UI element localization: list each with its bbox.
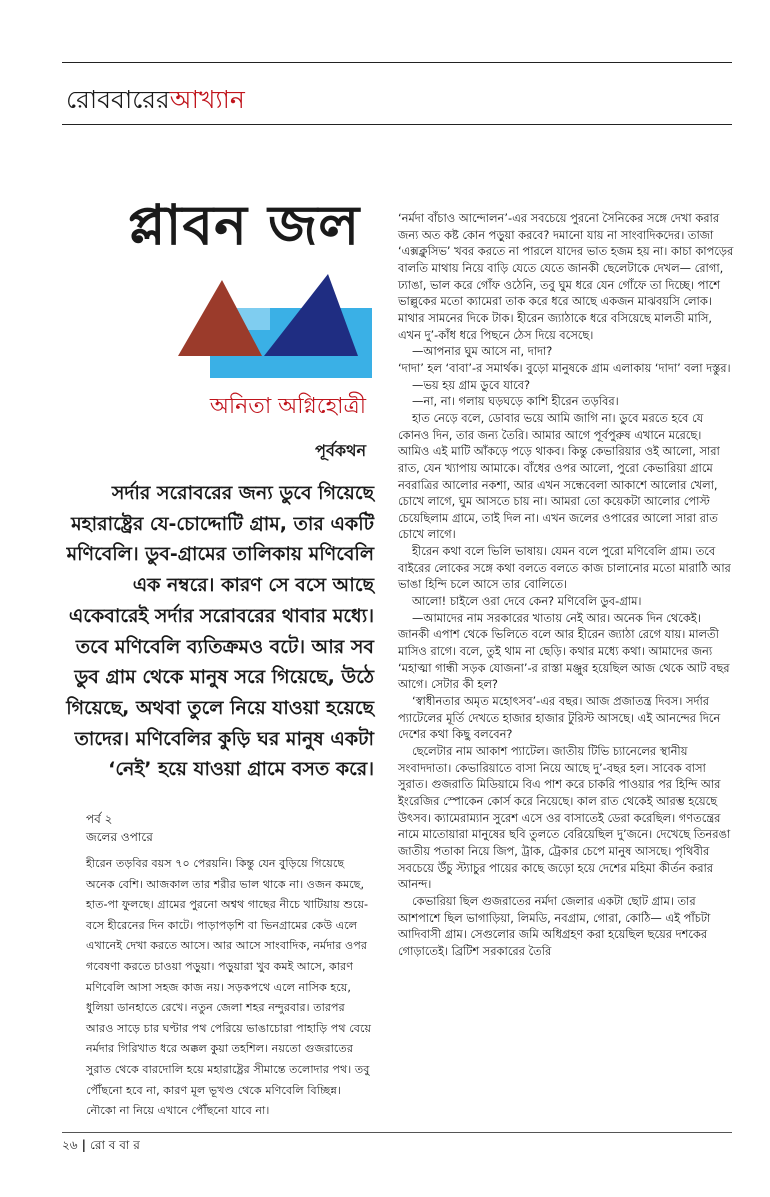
paragraph: ‘দাদা’ হল ‘বাবা’-র সমার্থক। বুড়ো মানুষকে গ্রাম এলাকায় ‘দাদা’ বলা দস্তুর। bbox=[398, 360, 731, 375]
lede-paragraph: সর্দার সরোবরের জন্য ডুবে গিয়েছে মহারাষ্ট্রের যে-চোদ্দোটি গ্রাম, তার একটি মণিবেলি। ডুব-গ্রামের তালিকায় মণিবেলি এক নম্বরে। কারণ সে বসে আছে একেবারেই সর্দার সরোবরের থাবার মধ্যে। তবে মণিবেলি ব্যতিক্রমও বটে। আর সব ডুব গ্রাম থেকে মানুষ সরে গিয়েছে, উঠে গিয়েছে, অথবা তুলে নিয়ে যাওয়া হয়েছে তাদের। মণিবেলির কুড়ি ঘর মানুষ একটা ‘নেই’ হয়ে যাওয়া গ্রামে বসত করে। bbox=[66, 482, 374, 781]
footer-separator: | bbox=[81, 1138, 86, 1152]
page-number: ২৬ bbox=[62, 1138, 78, 1152]
paragraph: ‘নর্মদা বাঁচাও আন্দোলন’-এর সবচেয়ে পুরনো সৈনিকের সঙ্গে দেখা করার জন্য অত কষ্ট কোন পড়ুয়া করবে? দমানো যায় না সাংবাদিকদের। তাজা ‘এক্সক্লুসিভ’ খবর করতে না পারলে যাদের ভাত হজম হয় না। কাচা কাপড়ের বালতি মাথায় নিয়ে বাড়ি যেতে যেতে জানকী ছেলেটাকে দেখল— রোগা, ঢ্যাঙা, ভাল করে গোঁফ ওঠেনি, তবু ঘুম ধরে যেন গোঁফে তা দিচ্ছে। পাশে ভাল্লুকের মতো ক্যামেরা তাক করে ধরে আছে একজন মাঝবয়সি লোক। মাথার সামনের দিকে টাক। হীরেন জ্যাঠাকে ধরে বসিয়েছে মালতী মাসি, এখন দু’-কাঁধ ধরে পিছনে ঠেস দিয়ে বসেছে। bbox=[398, 211, 734, 342]
part-label: পর্ব ২ bbox=[86, 812, 113, 826]
top-rule bbox=[62, 62, 732, 63]
part-heading bbox=[86, 810, 153, 846]
paragraph: আলো! চাইলে ওরা দেবে কেন? মণিবেলি ডুব-গ্রাম। bbox=[412, 594, 642, 609]
paragraph: —না, না। গলায় ঘড়ঘড়ে কাশি হীরেন তড়বির। bbox=[412, 394, 619, 409]
header-rule bbox=[62, 124, 732, 125]
paragraph: ‘স্বাধীনতার অমৃত মহোৎসব’-এর বছর। আজ প্রজাতন্ত্র দিবস। সর্দার প্যাটেলের মূর্তি দেখতে হাজার হাজার টুরিস্ট আসছে। এই আনন্দের দিনে দেশের কথা কিছু বলবেন? bbox=[398, 694, 721, 742]
paragraph: হীরেন তড়বির বয়স ৭০ পেরয়নি। কিন্তু যেন বুড়িয়ে গিয়েছে অনেক বেশি। আজকাল তার শরীর ভাল থাকে না। ওজন কমছে, হাত-পা ফুলছে। গ্রামের পুরনো অশ্বথ গাছের নীচে খাটিয়ায় শুয়ে-বসে হীরেনের দিন কাটে। পাড়াপড়শি বা ভিনগ্রামের কেউ এলে এখানেই দেখা করতে আসে। আর আসে সাংবাদিক, নর্মদার ওপর গবেষণা করতে চাওয়া পড়ুয়া। পড়ুয়ারা খুব কমই আসে, কারণ মণিবেলি আসা সহজ কাজ নয়। সড়কপথে এলে নাসিক হয়ে, ধুলিয়া ডানহাতে রেখে। নতুন জেলা শহর নন্দুরবার। তারপর আরও সাড়ে চার ঘণ্টার পথ পেরিয়ে ভাঙাচোরা পাহাড়ি পথ বেয়ে নর্মদার গিরিখাত ধরে অক্কল কুয়া তহশিল। নয়তো গুজরাতের সুরাত থেকে বারদোলি হয়ে মহারাষ্ট্রের সীমান্তে তলোদার পথ। তবু পৌঁছনো হবে না, কারণ মূল ভূখণ্ড থেকে মণিবেলি বিচ্ছিন্ন। নৌকো না নিয়ে এখানে পৌঁছনো যাবে না। bbox=[86, 857, 372, 1118]
paragraph: হীরেন কথা বলে ভিলি ভাষায়। যেমন বলে পুরো মণিবেলি গ্রাম। তবে বাইরের লোকের সঙ্গে কথা বলতে বলতে কাজ চালানোর মতো মারাঠি আর ভাঙা হিন্দি চলে আসে তার বোলিতে। bbox=[398, 544, 731, 592]
section-header-accent: আখ্যান bbox=[169, 85, 245, 114]
footer-rule bbox=[62, 1132, 732, 1133]
section-header-prefix: রোববারের bbox=[66, 85, 170, 114]
paragraph: হাত নেড়ে বলে, ডোবার ভয়ে আমি জাগি না। ডুবে মরতে হবে যে কোনও দিন, তার জন্য তৈরি। আমার আগে পূর্বপুরুষ এখানে মরেছে। আমিও এই মাটি আঁকড়ে পড়ে থাকব। কিন্তু কেভারিয়ার ওই আলো, সারা রাত, যেন খ্যাপায় আমাকে। বাঁধের ওপর আলো, পুরো কেভারিয়া গ্রামে নবরাত্রির আলোর নকশা, আর এখন সন্ধেবেলা আকাশে আলোর খেলা, চোখে লাগে, ঘুম আসতে চায় না। আমরা তো কয়েকটা আলোর পোস্ট চেয়েছিলাম গ্রামে, তাই দিল না। এখন জলের ওপারের আলো সারা রাত চোখে লাগে। bbox=[398, 410, 720, 542]
page-footer bbox=[62, 1137, 140, 1157]
paragraph: কেভারিয়া ছিল গুজরাতের নর্মদা জেলার একটা ছোট গ্রাম। তার আশপাশে ছিল ভাগাড়িয়া, লিমডি, নবগ্রাম, গোরা, কোঠি— এই পাঁচটা আদিবাসী গ্রাম। সেগুলোর জমি অধিগ্রহণ করা হয়েছিল ছয়ের দশকের গোড়াতেই। ব্রিটিশ সরকারের তৈরি bbox=[398, 893, 711, 958]
paragraph: —আমাদের নাম সরকারের খাতায় নেই আর। অনেক দিন থেকেই। জানকী এপাশ থেকে ভিলিতে বলে আর হীরেন জ্যাঠা রেগে যায়। মালতী মাসিও রাগে। বলে, তুই থাম না ছেড়ি। কথার মধ্যে কথা। আমাদের জন্য ‘মহাত্মা গান্ধী সড়ক যোজনা’-র রাস্তা মঞ্জুর হয়েছিল আজ থেকে আট বছর আগে। সেটার কী হল? bbox=[398, 610, 730, 692]
paragraph: ছেলেটার নাম আকাশ প্যাটেল। জাতীয় টিভি চ্যানেলের স্থানীয় সংবাদদাতা। কেভারিয়াতে বাসা নিয়ে আছে দু’-বছর হল। সাবেক বাসা সুরাত। গুজরাতি মিডিয়ামে বিএ পাশ করে চাকরি পাওয়ার পর হিন্দি আর ইংরেজির স্পোকেন কোর্স করে নিয়েছে। কাল রাত থেকেই আরম্ভ হয়েছে উৎসব। ক্যামেরাম্যান সুরেশ এসে ওর বাসাতেই ডেরা করেছিল। গণতন্ত্রের নামে মাতোয়ারা মানুষের ছবি তুলতে বেরিয়েছিল দু’জনে। দেখেছে তিনরঙা জাতীয় পতাকা নিয়ে জিপ, ট্রাক, ট্রেকার চেপে মানুষ আসছে। পৃথিবীর সবচেয়ে উঁচু স্ট্যাচুর পায়ের কাছে জড়ো হয়ে দেশের মহিমা কীর্তন করার আনন্দ। bbox=[398, 744, 731, 892]
preface-label: পূর্বকথন bbox=[315, 441, 366, 460]
mountain-water-illustration bbox=[178, 264, 374, 382]
body-right-column bbox=[398, 210, 734, 960]
story-title: প্লাবন জল bbox=[128, 193, 361, 257]
magazine-name: রো ব বা র bbox=[90, 1138, 140, 1152]
author-name: অনিতা অগ্নিহোত্রী bbox=[209, 394, 366, 419]
part-title: জলের ওপারে bbox=[86, 830, 153, 844]
body-left-column bbox=[86, 854, 372, 1122]
paragraph: —আপনার ঘুম আসে না, দাদা? bbox=[412, 344, 553, 359]
paragraph: —ভয় হয় গ্রাম ডুবে যাবে? bbox=[412, 377, 531, 392]
section-header bbox=[66, 84, 245, 116]
